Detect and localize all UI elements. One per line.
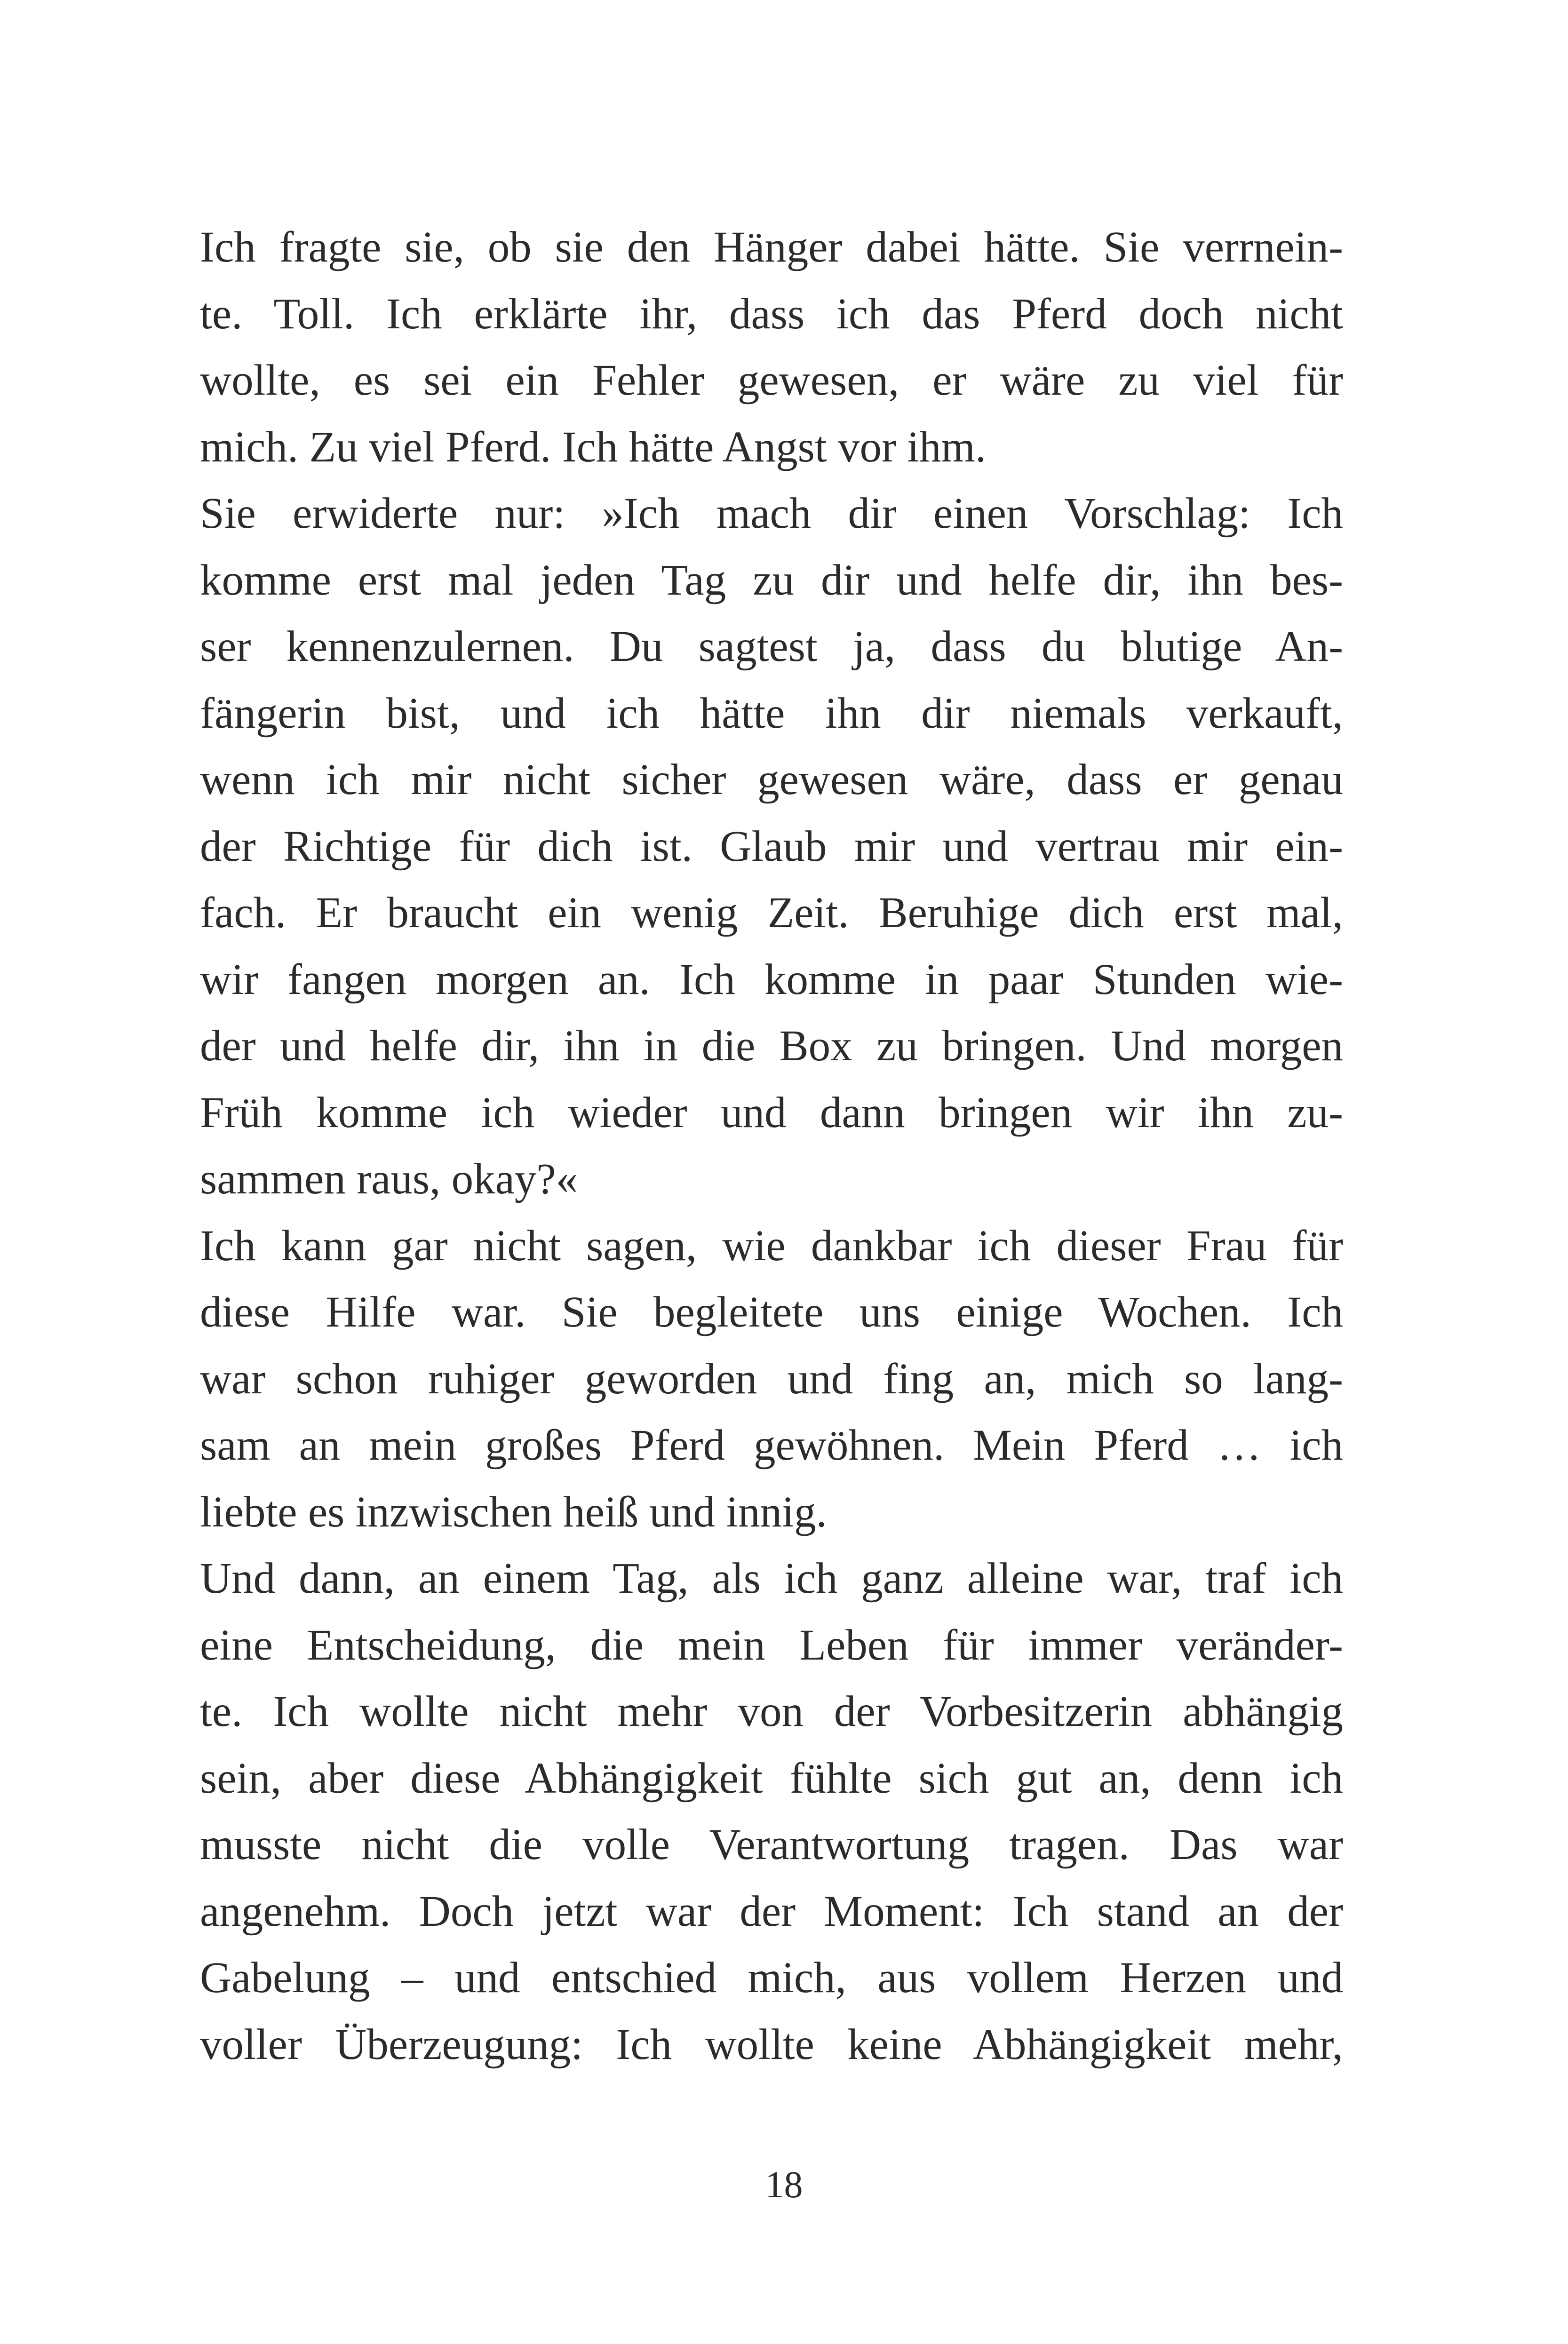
text-line: diese Hilfe war. Sie begleitete uns einige Wochen. Ich (200, 1288, 1343, 1336)
text-line: eine Entscheidung, die mein Leben für immer veränder- (200, 1621, 1343, 1669)
text-line: sammen raus, okay?« (200, 1155, 578, 1203)
text-line: liebte es inzwischen heiß und innig. (200, 1487, 827, 1536)
text-line: Ich kann gar nicht sagen, wie dankbar ich dieser Frau für (200, 1221, 1343, 1270)
body-text (200, 214, 1343, 2078)
text-line: Gabelung – und entschied mich, aus vollem Herzen und (200, 1954, 1343, 2002)
page-number: 18 (765, 2164, 803, 2206)
text-line: musste nicht die volle Verantwortung tragen. Das war (200, 1820, 1343, 1869)
text-line: war schon ruhiger geworden und fing an, mich so lang- (200, 1354, 1343, 1403)
text-line: fängerin bist, und ich hätte ihn dir niemals verkauft, (200, 689, 1343, 738)
text-line: voller Überzeugung: Ich wollte keine Abhängigkeit mehr, (200, 2020, 1343, 2069)
text-line: Sie erwiderte nur: »Ich mach dir einen Vorschlag: Ich (200, 489, 1343, 538)
text-line: te. Ich wollte nicht mehr von der Vorbesitzerin abhängig (200, 1687, 1343, 1736)
text-line: te. Toll. Ich erklärte ihr, dass ich das Pferd doch nicht (200, 289, 1343, 338)
text-line: angenehm. Doch jetzt war der Moment: Ich stand an der (200, 1887, 1343, 1936)
text-line: komme erst mal jeden Tag zu dir und helfe dir, ihn bes- (200, 556, 1343, 604)
text-line: wollte, es sei ein Fehler gewesen, er wäre zu viel für (200, 356, 1343, 405)
text-line: Ich fragte sie, ob sie den Hänger dabei hätte. Sie verrnein- (200, 223, 1343, 271)
text-line: sam an mein großes Pferd gewöhnen. Mein Pferd … ich (200, 1421, 1343, 1470)
text-line: sein, aber diese Abhängigkeit fühlte sich gut an, denn ich (200, 1754, 1343, 1803)
text-line: wir fangen morgen an. Ich komme in paar Stunden wie- (200, 955, 1343, 1004)
text-line: fach. Er braucht ein wenig Zeit. Beruhige dich erst mal, (200, 889, 1343, 937)
text-line: mich. Zu viel Pferd. Ich hätte Angst vor ihm. (200, 422, 987, 471)
text-line: ser kennenzulernen. Du sagtest ja, dass du blutige An- (200, 622, 1343, 671)
text-line: der und helfe dir, ihn in die Box zu bringen. Und morgen (200, 1022, 1343, 1070)
text-line: der Richtige für dich ist. Glaub mir und vertrau mir ein- (200, 822, 1343, 871)
text-line: Früh komme ich wieder und dann bringen wir ihn zu- (200, 1088, 1343, 1137)
text-line: wenn ich mir nicht sicher gewesen wäre, dass er genau (200, 755, 1343, 804)
text-line: Und dann, an einem Tag, als ich ganz alleine war, traf ich (200, 1554, 1343, 1603)
